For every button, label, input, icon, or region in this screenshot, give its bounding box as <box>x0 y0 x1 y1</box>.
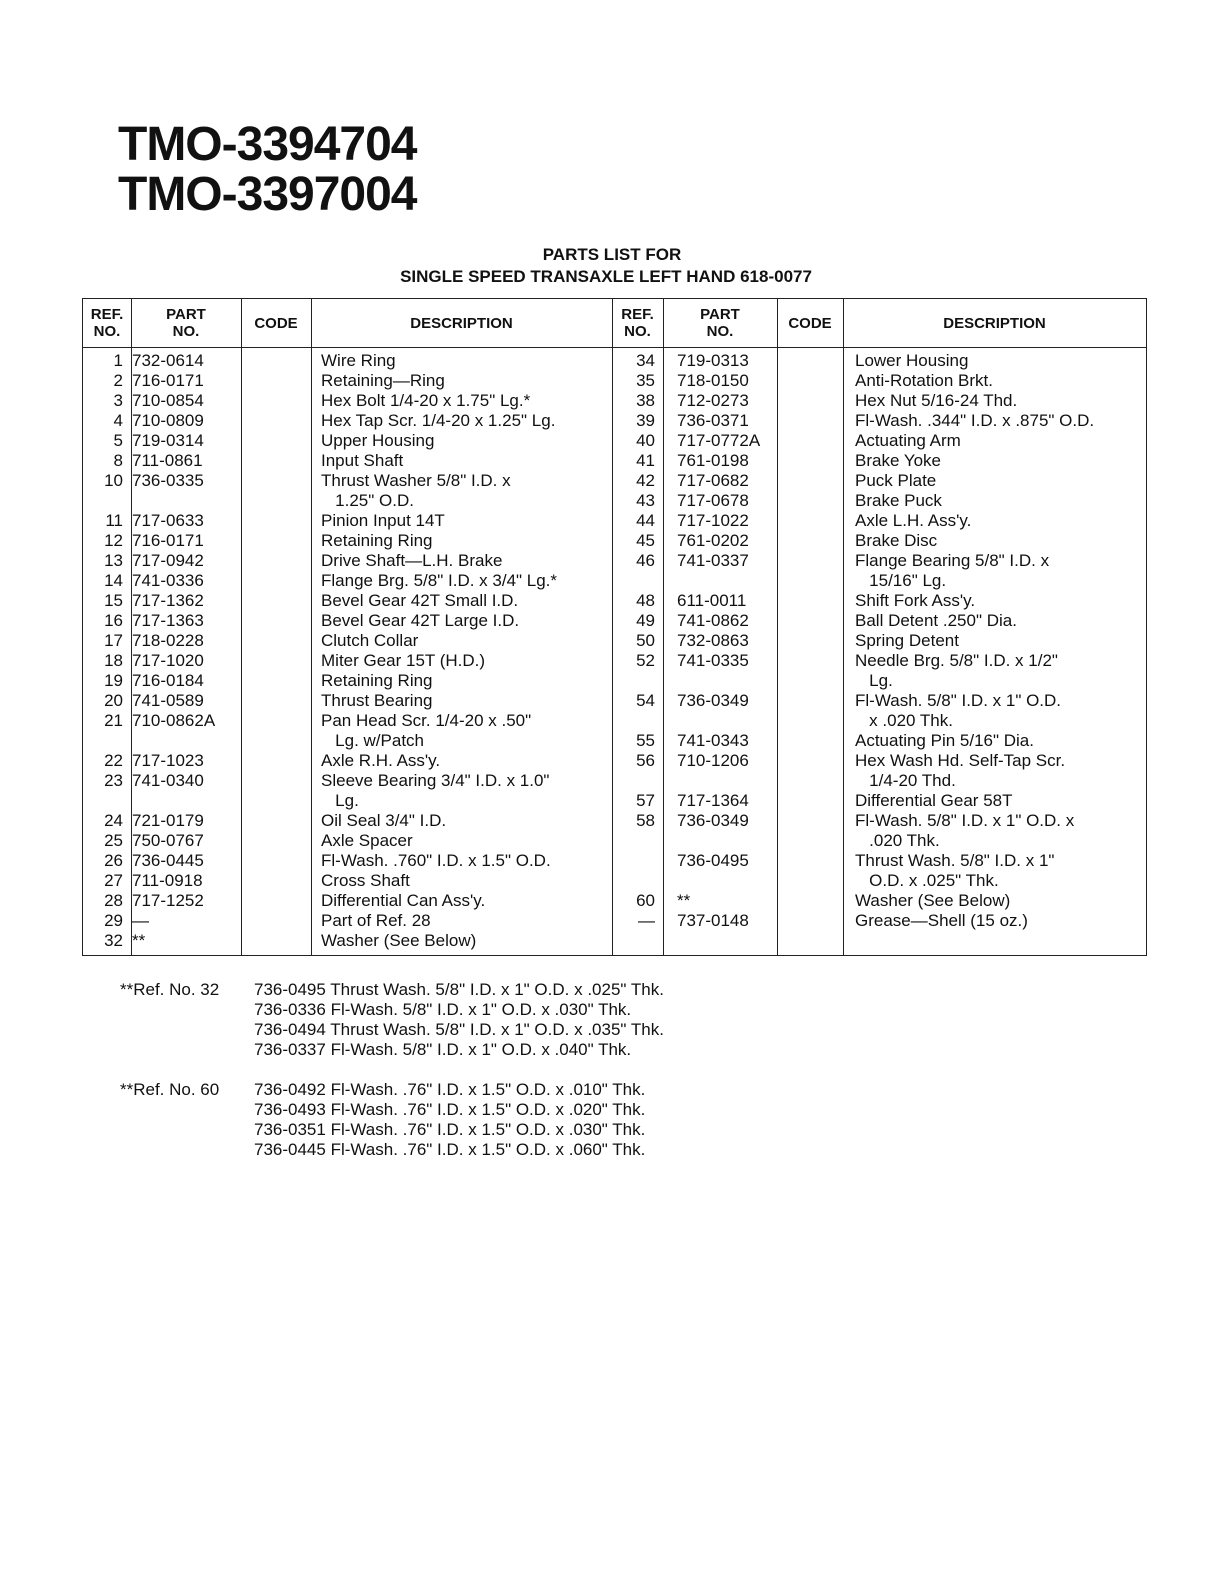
model-number-1: TMO-3394704 <box>118 118 417 171</box>
description-cell: Fl-Wash. .760" I.D. x 1.5" O.D. <box>321 851 551 870</box>
description-cell: Wire Ring <box>321 351 396 370</box>
ref-no-cell: 54 <box>636 691 655 710</box>
note-label: **Ref. No. 32 <box>120 980 220 999</box>
description-cell: Actuating Arm <box>855 431 961 450</box>
description-cell: 1.25" O.D. <box>321 491 414 510</box>
ref-no-cell: 24 <box>104 811 123 830</box>
part-no-cell: 712-0273 <box>677 391 749 410</box>
note-line: 736-0494 Thrust Wash. 5/8" I.D. x 1" O.D. x .035" Thk. <box>254 1020 664 1039</box>
model-number-2: TMO-3397004 <box>118 168 417 221</box>
part-no-cell: 710-0809 <box>132 411 204 430</box>
ref-no-cell: 27 <box>104 871 123 890</box>
part-no-cell: 741-0340 <box>132 771 204 790</box>
table-row <box>83 631 1146 651</box>
table-row <box>83 671 1146 691</box>
ref-no-cell: 58 <box>636 811 655 830</box>
description-cell: Input Shaft <box>321 451 404 470</box>
ref-no-cell: 28 <box>104 891 123 910</box>
description-cell: Ball Detent .250" Dia. <box>855 611 1017 630</box>
description-cell: Axle Spacer <box>321 831 413 850</box>
part-no-cell: 741-0343 <box>677 731 749 750</box>
table-row <box>83 491 1146 511</box>
ref-no-cell: 35 <box>636 371 655 390</box>
ref-no-cell: 46 <box>636 551 655 570</box>
table-row <box>83 571 1146 591</box>
ref-no-cell: 11 <box>105 511 123 530</box>
ref-no-cell: 42 <box>636 471 655 490</box>
ref-no-cell: 21 <box>104 711 123 730</box>
description-cell: Fl-Wash. 5/8" I.D. x 1" O.D. x <box>855 811 1075 830</box>
description-cell: Brake Disc <box>855 531 938 550</box>
part-no-cell: 741-0589 <box>132 691 204 710</box>
description-cell: 15/16" Lg. <box>855 571 947 590</box>
note-line: 736-0492 Fl-Wash. .76" I.D. x 1.5" O.D. x .010" Thk. <box>254 1080 646 1099</box>
part-no-cell: 736-0349 <box>677 811 749 830</box>
ref-no-cell: 25 <box>104 831 123 850</box>
heading-line-1: PARTS LIST FOR <box>542 245 682 264</box>
part-no-cell: 741-0862 <box>677 611 749 630</box>
table-row <box>83 471 1146 491</box>
ref-no-cell: 3 <box>113 391 123 410</box>
ref-no-cell: 41 <box>636 451 655 470</box>
ref-no-cell: 17 <box>104 631 123 650</box>
table-row <box>83 831 1146 851</box>
description-cell: .020 Thk. <box>855 831 940 850</box>
ref-no-cell: 13 <box>104 551 123 570</box>
ref-no-cell: 22 <box>104 751 123 770</box>
part-no-cell: 716-0184 <box>132 671 204 690</box>
description-cell: Lg. <box>321 791 359 810</box>
table-row <box>83 531 1146 551</box>
note-line: 736-0493 Fl-Wash. .76" I.D. x 1.5" O.D. x .020" Thk. <box>254 1100 646 1119</box>
ref-no-cell: 49 <box>636 611 655 630</box>
part-no-cell: 611-0011 <box>677 591 747 610</box>
description-cell: Washer (See Below) <box>855 891 1011 910</box>
ref-no-cell: 8 <box>113 451 123 470</box>
ref-no-cell: 44 <box>636 511 655 530</box>
parts-list-heading <box>0 244 1224 288</box>
description-cell: Pinion Input 14T <box>321 511 445 530</box>
part-no-cell: 717-0633 <box>132 511 204 530</box>
ref-no-cell: 23 <box>104 771 123 790</box>
part-no-cell: 717-1023 <box>132 751 204 770</box>
description-cell: Clutch Collar <box>321 631 419 650</box>
part-no-cell: 741-0337 <box>677 551 749 570</box>
part-no-cell: 711-0918 <box>132 871 203 890</box>
description-cell: Bevel Gear 42T Large I.D. <box>321 611 520 630</box>
part-no-cell: 719-0313 <box>677 351 749 370</box>
part-no-cell: 718-0150 <box>677 371 749 390</box>
part-no-cell: ** <box>677 891 691 910</box>
description-cell: Sleeve Bearing 3/4" I.D. x 1.0" <box>321 771 550 790</box>
note-line: 736-0336 Fl-Wash. 5/8" I.D. x 1" O.D. x .030" Thk. <box>254 1000 632 1019</box>
description-cell: Part of Ref. 28 <box>321 911 431 930</box>
description-cell: Miter Gear 15T (H.D.) <box>321 651 486 670</box>
ref-no-cell: 10 <box>104 471 123 490</box>
description-cell: Lg. w/Patch <box>321 731 424 750</box>
part-no-cell: — <box>132 911 149 930</box>
description-cell: Brake Yoke <box>855 451 942 470</box>
part-no-cell: 741-0335 <box>677 651 749 670</box>
part-no-cell: 717-1362 <box>132 591 204 610</box>
part-no-cell: 718-0228 <box>132 631 204 650</box>
ref-no-cell: 48 <box>636 591 655 610</box>
note-line: 736-0495 Thrust Wash. 5/8" I.D. x 1" O.D. x .025" Thk. <box>254 980 664 999</box>
description-cell: Pan Head Scr. 1/4-20 x .50" <box>321 711 532 730</box>
description-cell: 1/4-20 Thd. <box>855 771 956 790</box>
part-no-cell: 711-0861 <box>132 451 203 470</box>
part-no-cell: 732-0863 <box>677 631 749 650</box>
table-row <box>83 891 1146 911</box>
description-cell: Fl-Wash. 5/8" I.D. x 1" O.D. <box>855 691 1062 710</box>
table-row <box>83 731 1146 751</box>
part-no-cell: 761-0198 <box>677 451 749 470</box>
part-no-cell: 737-0148 <box>677 911 749 930</box>
table-row <box>83 551 1146 571</box>
part-no-cell: 717-0678 <box>677 491 749 510</box>
ref-no-cell: 56 <box>636 751 655 770</box>
table-row <box>83 411 1146 431</box>
header-divider <box>83 347 1146 348</box>
description-cell: Axle R.H. Ass'y. <box>321 751 441 770</box>
ref-no-cell: 43 <box>636 491 655 510</box>
part-no-cell: 736-0349 <box>677 691 749 710</box>
table-row <box>83 431 1146 451</box>
part-no-cell: 710-0862A <box>132 711 216 730</box>
description-cell: Hex Wash Hd. Self-Tap Scr. <box>855 751 1066 770</box>
ref-no-cell: — <box>638 911 655 930</box>
note-line: 736-0445 Fl-Wash. .76" I.D. x 1.5" O.D. x .060" Thk. <box>254 1140 646 1159</box>
part-no-cell: ** <box>132 931 146 950</box>
ref-no-cell: 19 <box>104 671 123 690</box>
parts-table <box>82 298 1147 956</box>
note-lines <box>254 1080 645 1160</box>
description-cell: Spring Detent <box>855 631 959 650</box>
description-cell: Puck Plate <box>855 471 937 490</box>
part-no-cell: 736-0371 <box>677 411 749 430</box>
table-row <box>83 771 1146 791</box>
description-cell: Hex Nut 5/16-24 Thd. <box>855 391 1018 410</box>
ref-no-cell: 14 <box>104 571 123 590</box>
parts-rows <box>83 351 1146 951</box>
part-no-cell: 710-0854 <box>132 391 204 410</box>
part-no-cell: 717-1022 <box>677 511 749 530</box>
description-cell: Thrust Washer 5/8" I.D. x <box>321 471 511 490</box>
description-cell: Flange Bearing 5/8" I.D. x <box>855 551 1050 570</box>
ref-no-cell: 18 <box>104 651 123 670</box>
table-row <box>83 371 1146 391</box>
header-part-no: PART NO. <box>166 306 206 340</box>
description-cell: Anti-Rotation Brkt. <box>855 371 993 390</box>
table-row <box>83 511 1146 531</box>
ref-no-cell: 1 <box>113 351 123 370</box>
table-row <box>83 851 1146 871</box>
header-description-2: DESCRIPTION <box>943 314 1046 332</box>
part-no-cell: 717-0682 <box>677 471 749 490</box>
description-cell: Hex Bolt 1/4-20 x 1.75" Lg.* <box>321 391 531 410</box>
description-cell: Shift Fork Ass'y. <box>855 591 976 610</box>
ref-no-cell: 12 <box>104 531 123 550</box>
description-cell: Washer (See Below) <box>321 931 477 950</box>
part-no-cell: 717-1252 <box>132 891 204 910</box>
description-cell: Thrust Bearing <box>321 691 433 710</box>
part-no-cell: 736-0335 <box>132 471 204 490</box>
header-ref-no-2: REF. NO. <box>621 306 654 340</box>
table-row <box>83 711 1146 731</box>
ref-no-cell: 29 <box>104 911 123 930</box>
part-no-cell: 736-0495 <box>677 851 749 870</box>
ref-no-cell: 34 <box>636 351 655 370</box>
ref-no-cell: 16 <box>104 611 123 630</box>
description-cell: Brake Puck <box>855 491 942 510</box>
header-code-2: CODE <box>788 314 832 332</box>
part-no-cell: 761-0202 <box>677 531 749 550</box>
part-no-cell: 750-0767 <box>132 831 204 850</box>
ref-no-cell: 15 <box>104 591 123 610</box>
ref-no-cell: 57 <box>636 791 655 810</box>
part-no-cell: 736-0445 <box>132 851 204 870</box>
description-cell: Differential Gear 58T <box>855 791 1013 810</box>
table-row <box>83 931 1146 951</box>
table-row <box>83 591 1146 611</box>
table-row <box>83 611 1146 631</box>
note-line: 736-0351 Fl-Wash. .76" I.D. x 1.5" O.D. x .030" Thk. <box>254 1120 646 1139</box>
part-no-cell: 710-1206 <box>677 751 749 770</box>
description-cell: O.D. x .025" Thk. <box>855 871 999 890</box>
model-titles <box>118 120 417 220</box>
ref-no-cell: 50 <box>636 631 655 650</box>
description-cell: Flange Brg. 5/8" I.D. x 3/4" Lg.* <box>321 571 558 590</box>
part-no-cell: 717-0942 <box>132 551 204 570</box>
ref-no-cell: 55 <box>636 731 655 750</box>
description-cell: Actuating Pin 5/16" Dia. <box>855 731 1034 750</box>
part-no-cell: 717-1363 <box>132 611 204 630</box>
part-no-cell: 732-0614 <box>132 351 204 370</box>
description-cell: Grease—Shell (15 oz.) <box>855 911 1028 930</box>
table-row <box>83 791 1146 811</box>
header-part-no-2: PART NO. <box>700 306 740 340</box>
ref-no-cell: 32 <box>104 931 123 950</box>
header-description: DESCRIPTION <box>410 314 513 332</box>
part-no-cell: 716-0171 <box>132 371 204 390</box>
note-lines <box>254 980 664 1060</box>
part-no-cell: 717-1364 <box>677 791 749 810</box>
description-cell: Lg. <box>855 671 893 690</box>
ref-no-cell: 26 <box>104 851 123 870</box>
table-row <box>83 871 1146 891</box>
ref-no-cell: 4 <box>113 411 123 430</box>
description-cell: Thrust Wash. 5/8" I.D. x 1" <box>855 851 1055 870</box>
table-row <box>83 751 1146 771</box>
description-cell: Drive Shaft—L.H. Brake <box>321 551 503 570</box>
description-cell: Retaining Ring <box>321 671 433 690</box>
part-no-cell: 721-0179 <box>132 811 204 830</box>
heading-line-2: SINGLE SPEED TRANSAXLE LEFT HAND 618-0077 <box>400 267 812 286</box>
table-row <box>83 911 1146 931</box>
part-no-cell: 717-1020 <box>132 651 204 670</box>
part-no-cell: 716-0171 <box>132 531 204 550</box>
part-no-cell: 717-0772A <box>677 431 761 450</box>
description-cell: Retaining Ring <box>321 531 433 550</box>
table-row <box>83 811 1146 831</box>
part-no-cell: 741-0336 <box>132 571 204 590</box>
description-cell: Axle L.H. Ass'y. <box>855 511 972 530</box>
ref-no-cell: 52 <box>636 651 655 670</box>
header-code: CODE <box>254 314 298 332</box>
description-cell: Needle Brg. 5/8" I.D. x 1/2" <box>855 651 1058 670</box>
ref-no-cell: 60 <box>636 891 655 910</box>
table-row <box>83 451 1146 471</box>
table-row <box>83 691 1146 711</box>
ref-no-cell: 45 <box>636 531 655 550</box>
description-cell: Retaining—Ring <box>321 371 445 390</box>
description-cell: Upper Housing <box>321 431 435 450</box>
ref-no-cell: 5 <box>113 431 123 450</box>
description-cell: Cross Shaft <box>321 871 410 890</box>
description-cell: Fl-Wash. .344" I.D. x .875" O.D. <box>855 411 1095 430</box>
description-cell: Oil Seal 3/4" I.D. <box>321 811 447 830</box>
header-ref-no: REF. NO. <box>90 306 124 340</box>
note-line: 736-0337 Fl-Wash. 5/8" I.D. x 1" O.D. x .040" Thk. <box>254 1040 632 1059</box>
note-label: **Ref. No. 60 <box>120 1080 220 1099</box>
ref-no-cell: 2 <box>113 371 123 390</box>
table-row <box>83 391 1146 411</box>
description-cell: Lower Housing <box>855 351 969 370</box>
part-no-cell: 719-0314 <box>132 431 204 450</box>
ref-no-cell: 40 <box>636 431 655 450</box>
table-row <box>83 651 1146 671</box>
ref-no-cell: 39 <box>636 411 655 430</box>
description-cell: Differential Can Ass'y. <box>321 891 486 910</box>
table-row <box>83 351 1146 371</box>
ref-no-cell: 38 <box>636 391 655 410</box>
description-cell: x .020 Thk. <box>855 711 953 730</box>
description-cell: Bevel Gear 42T Small I.D. <box>321 591 519 610</box>
ref-no-cell: 20 <box>104 691 123 710</box>
description-cell: Hex Tap Scr. 1/4-20 x 1.25" Lg. <box>321 411 556 430</box>
